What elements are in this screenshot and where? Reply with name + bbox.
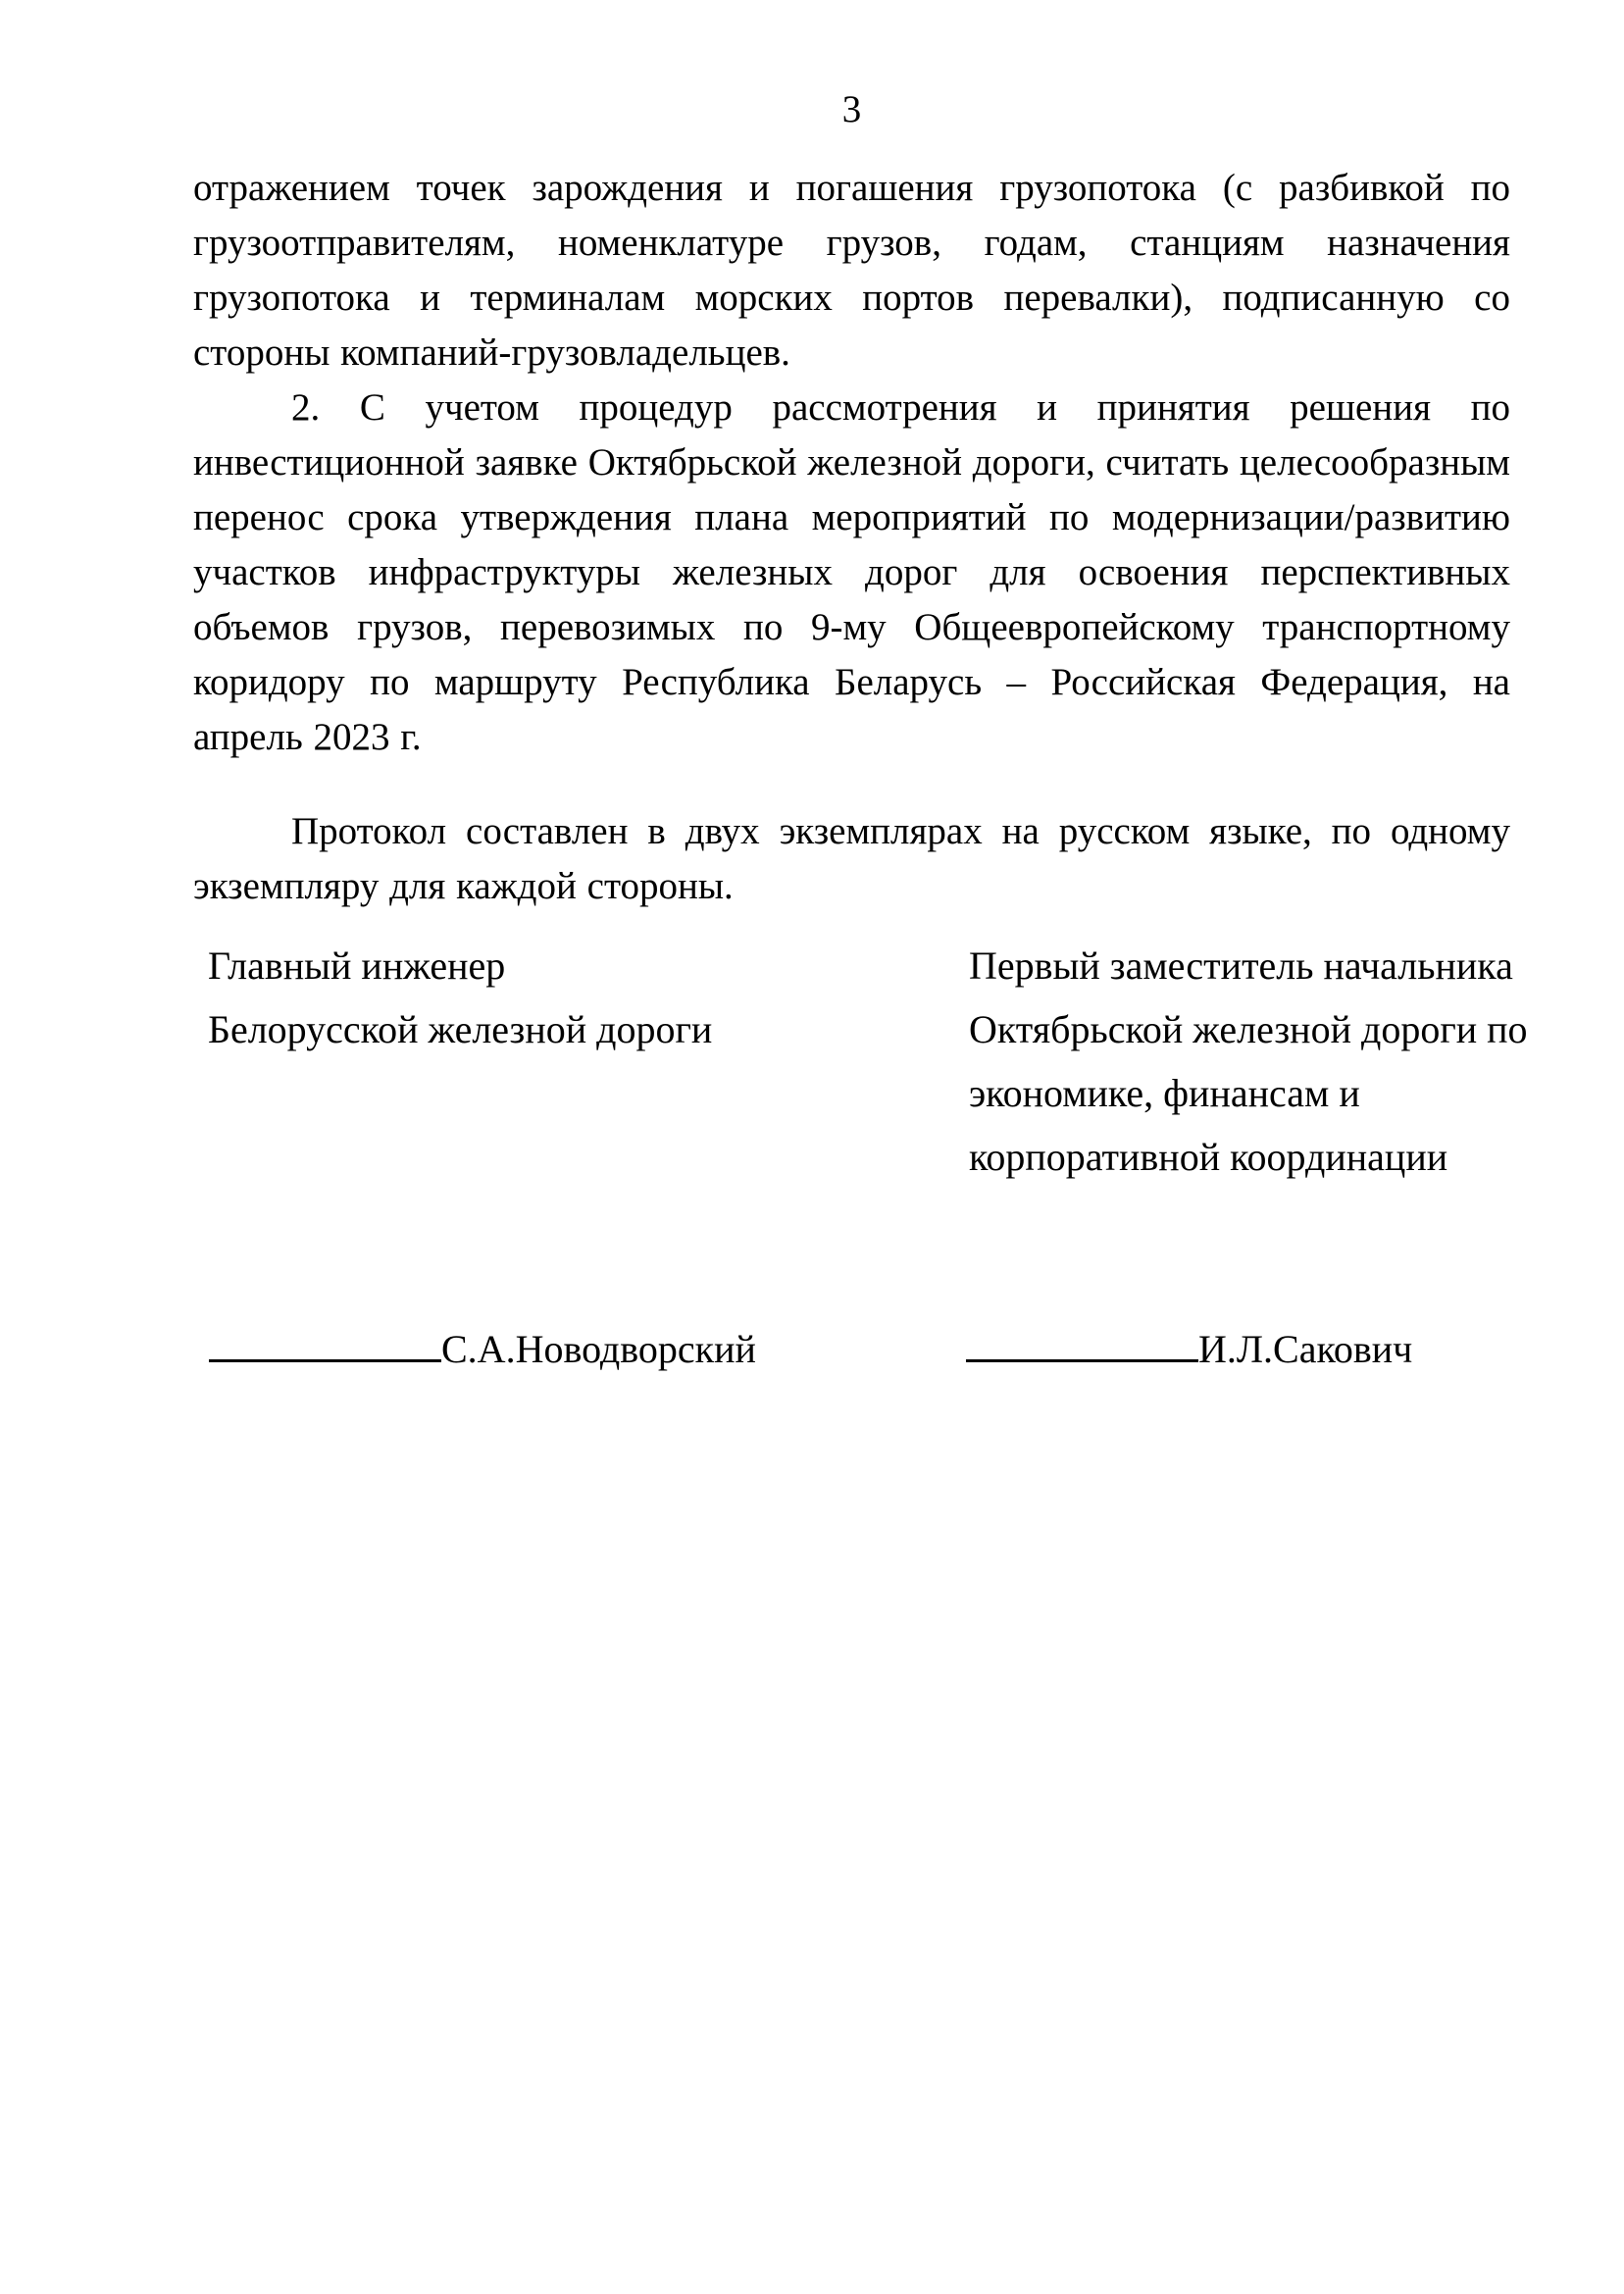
signatory-left-title-line-2: Белорусской железной дороги	[208, 1007, 713, 1051]
signatory-left-title-line-1: Главный инженер	[208, 943, 506, 988]
signatory-right-title	[969, 934, 1528, 1189]
signatory-right-title-line-4: корпоративной координации	[969, 1135, 1448, 1179]
signatory-left-signature	[209, 1314, 756, 1381]
paragraph-item-2-investment-decision: 2. С учетом процедур рассмотрения и принятия решения по инвестиционной заявке Октябрьской железной дороги, считать целесообразным перенос срока утверждения плана мероприятий по модернизации/развитию участков инфраструктуры железных дорог для освоения перспективных объемов грузов, перевозимых по 9-му Общеевропейскому транспортному коридору по маршруту Республика Беларусь – Российская Федерация, на апрель 2023 г.	[193, 386, 1510, 758]
signatory-right-title-line-3: экономике, финансам и	[969, 1071, 1360, 1115]
paragraph-protocol-copies: Протокол составлен в двух экземплярах на русском языке, по одному экземпляру для каждой стороны.	[193, 810, 1510, 907]
document-body	[193, 161, 1510, 914]
page-number: 3	[841, 88, 862, 130]
signatory-right-title-line-2: Октябрьской железной дороги по	[969, 1007, 1528, 1051]
signatory-right-title-line-1: Первый заместитель начальника	[969, 943, 1513, 988]
signature-underline-left	[209, 1314, 441, 1362]
signature-underline-right	[966, 1314, 1198, 1362]
signatory-left-title	[208, 934, 914, 1061]
signatory-left-name: С.А.Новодворский	[441, 1327, 756, 1371]
paragraph-cargo-flow-continuation: отражением точек зарождения и погашения грузопотока (с разбивкой по грузоотправителям, номенклатуре грузов, годам, станциям назначения грузопотока и терминалам морских портов перевалки), подписанную со стороны компаний-грузовладельцев.	[193, 167, 1510, 374]
signatory-right-signature	[966, 1314, 1412, 1381]
signatory-right-name: И.Л.Сакович	[1198, 1327, 1413, 1371]
